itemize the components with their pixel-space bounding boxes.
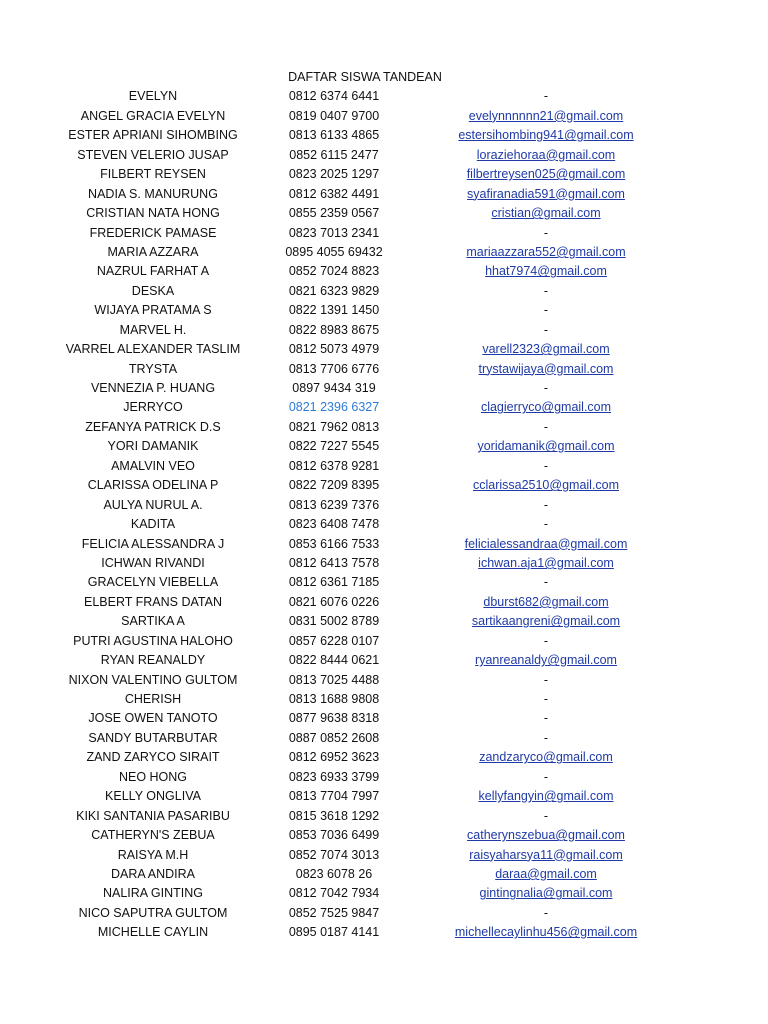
student-phone: 0813 7704 7997 bbox=[288, 789, 380, 804]
student-phone[interactable]: 0821 2396 6327 bbox=[288, 400, 380, 415]
student-name: RAISYA M.H bbox=[117, 847, 189, 862]
student-email-link[interactable]: dburst682@gmail.com bbox=[483, 594, 609, 609]
list-title: DAFTAR SISWA TANDEAN bbox=[288, 70, 442, 84]
table-row bbox=[0, 826, 768, 845]
student-phone: 0813 1688 9808 bbox=[288, 692, 380, 706]
student-phone: 0813 6133 4865 bbox=[288, 128, 380, 143]
student-phone: 0822 1391 1450 bbox=[288, 303, 380, 318]
student-name: TRYSTA bbox=[128, 361, 178, 376]
student-email-empty: - bbox=[543, 283, 549, 298]
table-row bbox=[0, 360, 768, 379]
student-name: NIXON VALENTINO GULTOM bbox=[68, 672, 238, 687]
student-phone: 0895 4055 69432 bbox=[285, 244, 383, 259]
table-row bbox=[0, 846, 768, 865]
student-email-link[interactable]: estersihombing941@gmail.com bbox=[458, 128, 634, 143]
student-email-empty: - bbox=[543, 303, 549, 318]
student-email-link[interactable]: filbertreysen025@gmail.com bbox=[466, 167, 626, 182]
student-name: ANGEL GRACIA EVELYN bbox=[80, 108, 226, 123]
student-phone: 0823 6078 26 bbox=[295, 866, 373, 881]
student-email-link[interactable]: syafiranadia591@gmail.com bbox=[467, 186, 625, 201]
table-row bbox=[0, 126, 768, 145]
student-name: SANDY BUTARBUTAR bbox=[88, 730, 218, 745]
student-phone: 0853 7036 6499 bbox=[288, 828, 380, 843]
table-row bbox=[0, 573, 768, 592]
student-phone: 0831 5002 8789 bbox=[288, 614, 380, 629]
student-name: ELBERT FRANS DATAN bbox=[84, 594, 222, 609]
table-row bbox=[0, 593, 768, 612]
student-email-link[interactable]: zandzaryco@gmail.com bbox=[479, 750, 613, 765]
student-phone: 0813 6239 7376 bbox=[288, 497, 380, 512]
student-phone: 0821 6323 9829 bbox=[288, 283, 380, 298]
student-email-empty: - bbox=[543, 633, 549, 648]
table-row bbox=[0, 515, 768, 534]
table-row bbox=[0, 496, 768, 515]
student-email-link[interactable]: cclarissa2510@gmail.com bbox=[472, 478, 620, 493]
student-rows bbox=[0, 87, 768, 942]
student-name: JERRYCO bbox=[123, 400, 183, 415]
student-name: STEVEN VELERIO JUSAP bbox=[77, 147, 229, 162]
student-phone: 0852 7525 9847 bbox=[288, 905, 380, 920]
student-phone: 0877 9638 8318 bbox=[288, 711, 380, 726]
table-row bbox=[0, 301, 768, 320]
student-phone: 0813 7706 6776 bbox=[288, 361, 380, 376]
student-email-link[interactable]: daraa@gmail.com bbox=[495, 866, 597, 881]
student-name: FREDERICK PAMASE bbox=[89, 225, 217, 240]
student-name: NALIRA GINTING bbox=[102, 886, 204, 901]
student-email-empty: - bbox=[543, 89, 549, 104]
student-name: MARIA AZZARA bbox=[107, 244, 199, 259]
table-row bbox=[0, 729, 768, 748]
student-email-link[interactable]: ryanreanaldy@gmail.com bbox=[475, 653, 617, 668]
student-phone: 0812 6382 4491 bbox=[288, 186, 380, 201]
student-phone: 0895 0187 4141 bbox=[288, 925, 380, 940]
student-phone: 0823 6408 7478 bbox=[288, 517, 380, 532]
student-phone: 0853 6166 7533 bbox=[288, 536, 380, 551]
table-row bbox=[0, 884, 768, 903]
table-row bbox=[0, 185, 768, 204]
student-email-link[interactable]: sartikaangreni@gmail.com bbox=[471, 614, 621, 629]
table-row bbox=[0, 923, 768, 942]
student-email-empty: - bbox=[543, 497, 549, 512]
student-phone: 0823 7013 2341 bbox=[288, 225, 380, 240]
student-name: DESKA bbox=[131, 283, 175, 298]
table-row bbox=[0, 671, 768, 690]
table-row bbox=[0, 690, 768, 709]
student-name: ESTER APRIANI SIHOMBING bbox=[68, 128, 238, 143]
table-row bbox=[0, 146, 768, 165]
student-phone: 0812 5073 4979 bbox=[288, 342, 380, 357]
student-name: AMALVIN VEO bbox=[111, 458, 195, 473]
student-name: YORI DAMANIK bbox=[107, 439, 199, 454]
table-row bbox=[0, 632, 768, 651]
table-row bbox=[0, 398, 768, 417]
table-row bbox=[0, 748, 768, 767]
table-row bbox=[0, 865, 768, 884]
student-name: CRISTIAN NATA HONG bbox=[86, 206, 220, 221]
student-phone: 0852 6115 2477 bbox=[289, 147, 379, 162]
table-row bbox=[0, 651, 768, 670]
table-row bbox=[0, 204, 768, 223]
student-name: GRACELYN VIEBELLA bbox=[87, 575, 219, 590]
student-email-empty: - bbox=[543, 808, 549, 823]
table-row bbox=[0, 87, 768, 106]
student-email-link[interactable]: ichwan.aja1@gmail.com bbox=[478, 555, 614, 570]
student-email-empty: - bbox=[543, 905, 549, 920]
student-email-empty: - bbox=[543, 672, 549, 687]
table-row bbox=[0, 107, 768, 126]
table-row bbox=[0, 904, 768, 923]
student-email-link[interactable]: evelynnnnnn21@gmail.com bbox=[468, 108, 624, 123]
student-email-link[interactable]: raisyaharsya11@gmail.com bbox=[469, 847, 623, 862]
student-phone: 0857 6228 0107 bbox=[288, 633, 380, 648]
student-email-empty: - bbox=[543, 419, 549, 434]
list-title-row bbox=[0, 68, 768, 87]
student-name: VARREL ALEXANDER TASLIM bbox=[65, 342, 241, 357]
student-phone: 0887 0852 2608 bbox=[288, 730, 380, 745]
table-row bbox=[0, 243, 768, 262]
table-row bbox=[0, 612, 768, 631]
student-phone: 0815 3618 1292 bbox=[288, 808, 380, 823]
student-name: SARTIKA A bbox=[121, 614, 185, 629]
student-name: FELICIA ALESSANDRA J bbox=[81, 536, 225, 551]
student-email-empty: - bbox=[543, 322, 549, 337]
table-row bbox=[0, 418, 768, 437]
student-phone: 0823 6933 3799 bbox=[288, 769, 380, 784]
student-email-link[interactable]: yoridamanik@gmail.com bbox=[477, 439, 615, 454]
table-row bbox=[0, 282, 768, 301]
table-row bbox=[0, 554, 768, 573]
student-phone: 0822 8444 0621 bbox=[288, 653, 380, 668]
student-name: NEO HONG bbox=[118, 769, 188, 784]
student-email-empty: - bbox=[543, 381, 549, 395]
student-phone: 0812 6952 3623 bbox=[288, 750, 380, 765]
table-row bbox=[0, 379, 768, 398]
student-phone: 0855 2359 0567 bbox=[288, 206, 380, 221]
student-phone: 0812 6378 9281 bbox=[288, 458, 380, 473]
student-phone: 0821 6076 0226 bbox=[288, 594, 380, 609]
student-email-empty: - bbox=[543, 575, 549, 590]
student-email-empty: - bbox=[543, 769, 549, 784]
student-name: NADIA S. MANURUNG bbox=[88, 186, 218, 201]
table-row bbox=[0, 787, 768, 806]
student-name: NAZRUL FARHAT A bbox=[96, 264, 210, 279]
student-email-link[interactable]: loraziehoraa@gmail.com bbox=[476, 147, 616, 162]
student-email-empty: - bbox=[543, 517, 549, 532]
table-row bbox=[0, 457, 768, 476]
student-name: CHERISH bbox=[124, 692, 182, 706]
student-name: CLARISSA ODELINA P bbox=[87, 478, 219, 493]
student-phone: 0812 6361 7185 bbox=[288, 575, 380, 590]
student-name: VENNEZIA P. HUANG bbox=[90, 381, 216, 395]
student-phone: 0821 7962 0813 bbox=[288, 419, 380, 434]
student-name: KIKI SANTANIA PASARIBU bbox=[76, 808, 230, 823]
student-email-link[interactable]: varell2323@gmail.com bbox=[482, 342, 610, 357]
table-row bbox=[0, 165, 768, 184]
student-phone: 0852 7024 8823 bbox=[288, 264, 380, 279]
student-name: KELLY ONGLIVA bbox=[105, 789, 201, 804]
student-name: JOSE OWEN TANOTO bbox=[88, 711, 218, 726]
table-row bbox=[0, 262, 768, 281]
student-phone: 0897 9434 319 bbox=[292, 381, 376, 395]
student-name: DARA ANDIRA bbox=[110, 866, 196, 881]
student-phone: 0812 6413 7578 bbox=[288, 555, 380, 570]
student-phone: 0822 7209 8395 bbox=[288, 478, 380, 493]
student-phone: 0813 7025 4488 bbox=[288, 672, 380, 687]
student-email-empty: - bbox=[543, 711, 549, 726]
student-email-link[interactable]: michellecaylinhu456@gmail.com bbox=[454, 925, 638, 940]
student-phone: 0852 7074 3013 bbox=[288, 847, 380, 862]
table-row bbox=[0, 535, 768, 554]
student-name: AULYA NURUL A. bbox=[103, 497, 203, 512]
student-name: MARVEL H. bbox=[119, 322, 187, 337]
student-email-empty: - bbox=[543, 730, 549, 745]
student-email-empty: - bbox=[543, 225, 549, 240]
student-email-link[interactable]: cristian@gmail.com bbox=[491, 206, 601, 221]
student-email-link[interactable]: mariaazzara552@gmail.com bbox=[466, 244, 626, 259]
student-name: ZAND ZARYCO SIRAIT bbox=[86, 750, 220, 765]
student-phone: 0812 7042 7934 bbox=[288, 886, 380, 901]
student-name: NICO SAPUTRA GULTOM bbox=[78, 905, 228, 920]
table-row bbox=[0, 768, 768, 787]
student-name: KADITA bbox=[130, 517, 176, 532]
student-name: ZEFANYA PATRICK D.S bbox=[85, 419, 221, 434]
table-row bbox=[0, 340, 768, 359]
student-phone: 0823 2025 1297 bbox=[288, 167, 380, 182]
table-row bbox=[0, 224, 768, 243]
student-email-link[interactable]: gintingnalia@gmail.com bbox=[479, 886, 613, 901]
table-row bbox=[0, 476, 768, 495]
student-email-link[interactable]: hhat7974@gmail.com bbox=[485, 264, 607, 279]
student-email-link[interactable]: trystawijaya@gmail.com bbox=[478, 361, 614, 376]
student-name: FILBERT REYSEN bbox=[100, 167, 206, 182]
student-email-link[interactable]: clagierryco@gmail.com bbox=[480, 400, 612, 415]
student-email-link[interactable]: felicialessandraa@gmail.com bbox=[464, 536, 628, 551]
student-phone: 0812 6374 6441 bbox=[288, 89, 380, 104]
table-row bbox=[0, 709, 768, 728]
table-row bbox=[0, 321, 768, 340]
student-phone: 0819 0407 9700 bbox=[288, 108, 380, 123]
student-name: RYAN REANALDY bbox=[100, 653, 206, 668]
student-name: WIJAYA PRATAMA S bbox=[94, 303, 212, 318]
student-phone: 0822 7227 5545 bbox=[288, 439, 380, 454]
student-email-link[interactable]: catherynszebua@gmail.com bbox=[467, 828, 625, 843]
student-name: EVELYN bbox=[128, 89, 178, 104]
student-name: MICHELLE CAYLIN bbox=[97, 925, 209, 940]
student-name: PUTRI AGUSTINA HALOHO bbox=[73, 633, 233, 648]
student-name: ICHWAN RIVANDI bbox=[101, 555, 205, 570]
student-name: CATHERYN'S ZEBUA bbox=[91, 828, 215, 843]
table-row bbox=[0, 437, 768, 456]
student-email-empty: - bbox=[543, 692, 549, 706]
table-row bbox=[0, 807, 768, 826]
student-email-link[interactable]: kellyfangyin@gmail.com bbox=[478, 789, 614, 804]
student-email-empty: - bbox=[543, 458, 549, 473]
student-phone: 0822 8983 8675 bbox=[288, 322, 380, 337]
